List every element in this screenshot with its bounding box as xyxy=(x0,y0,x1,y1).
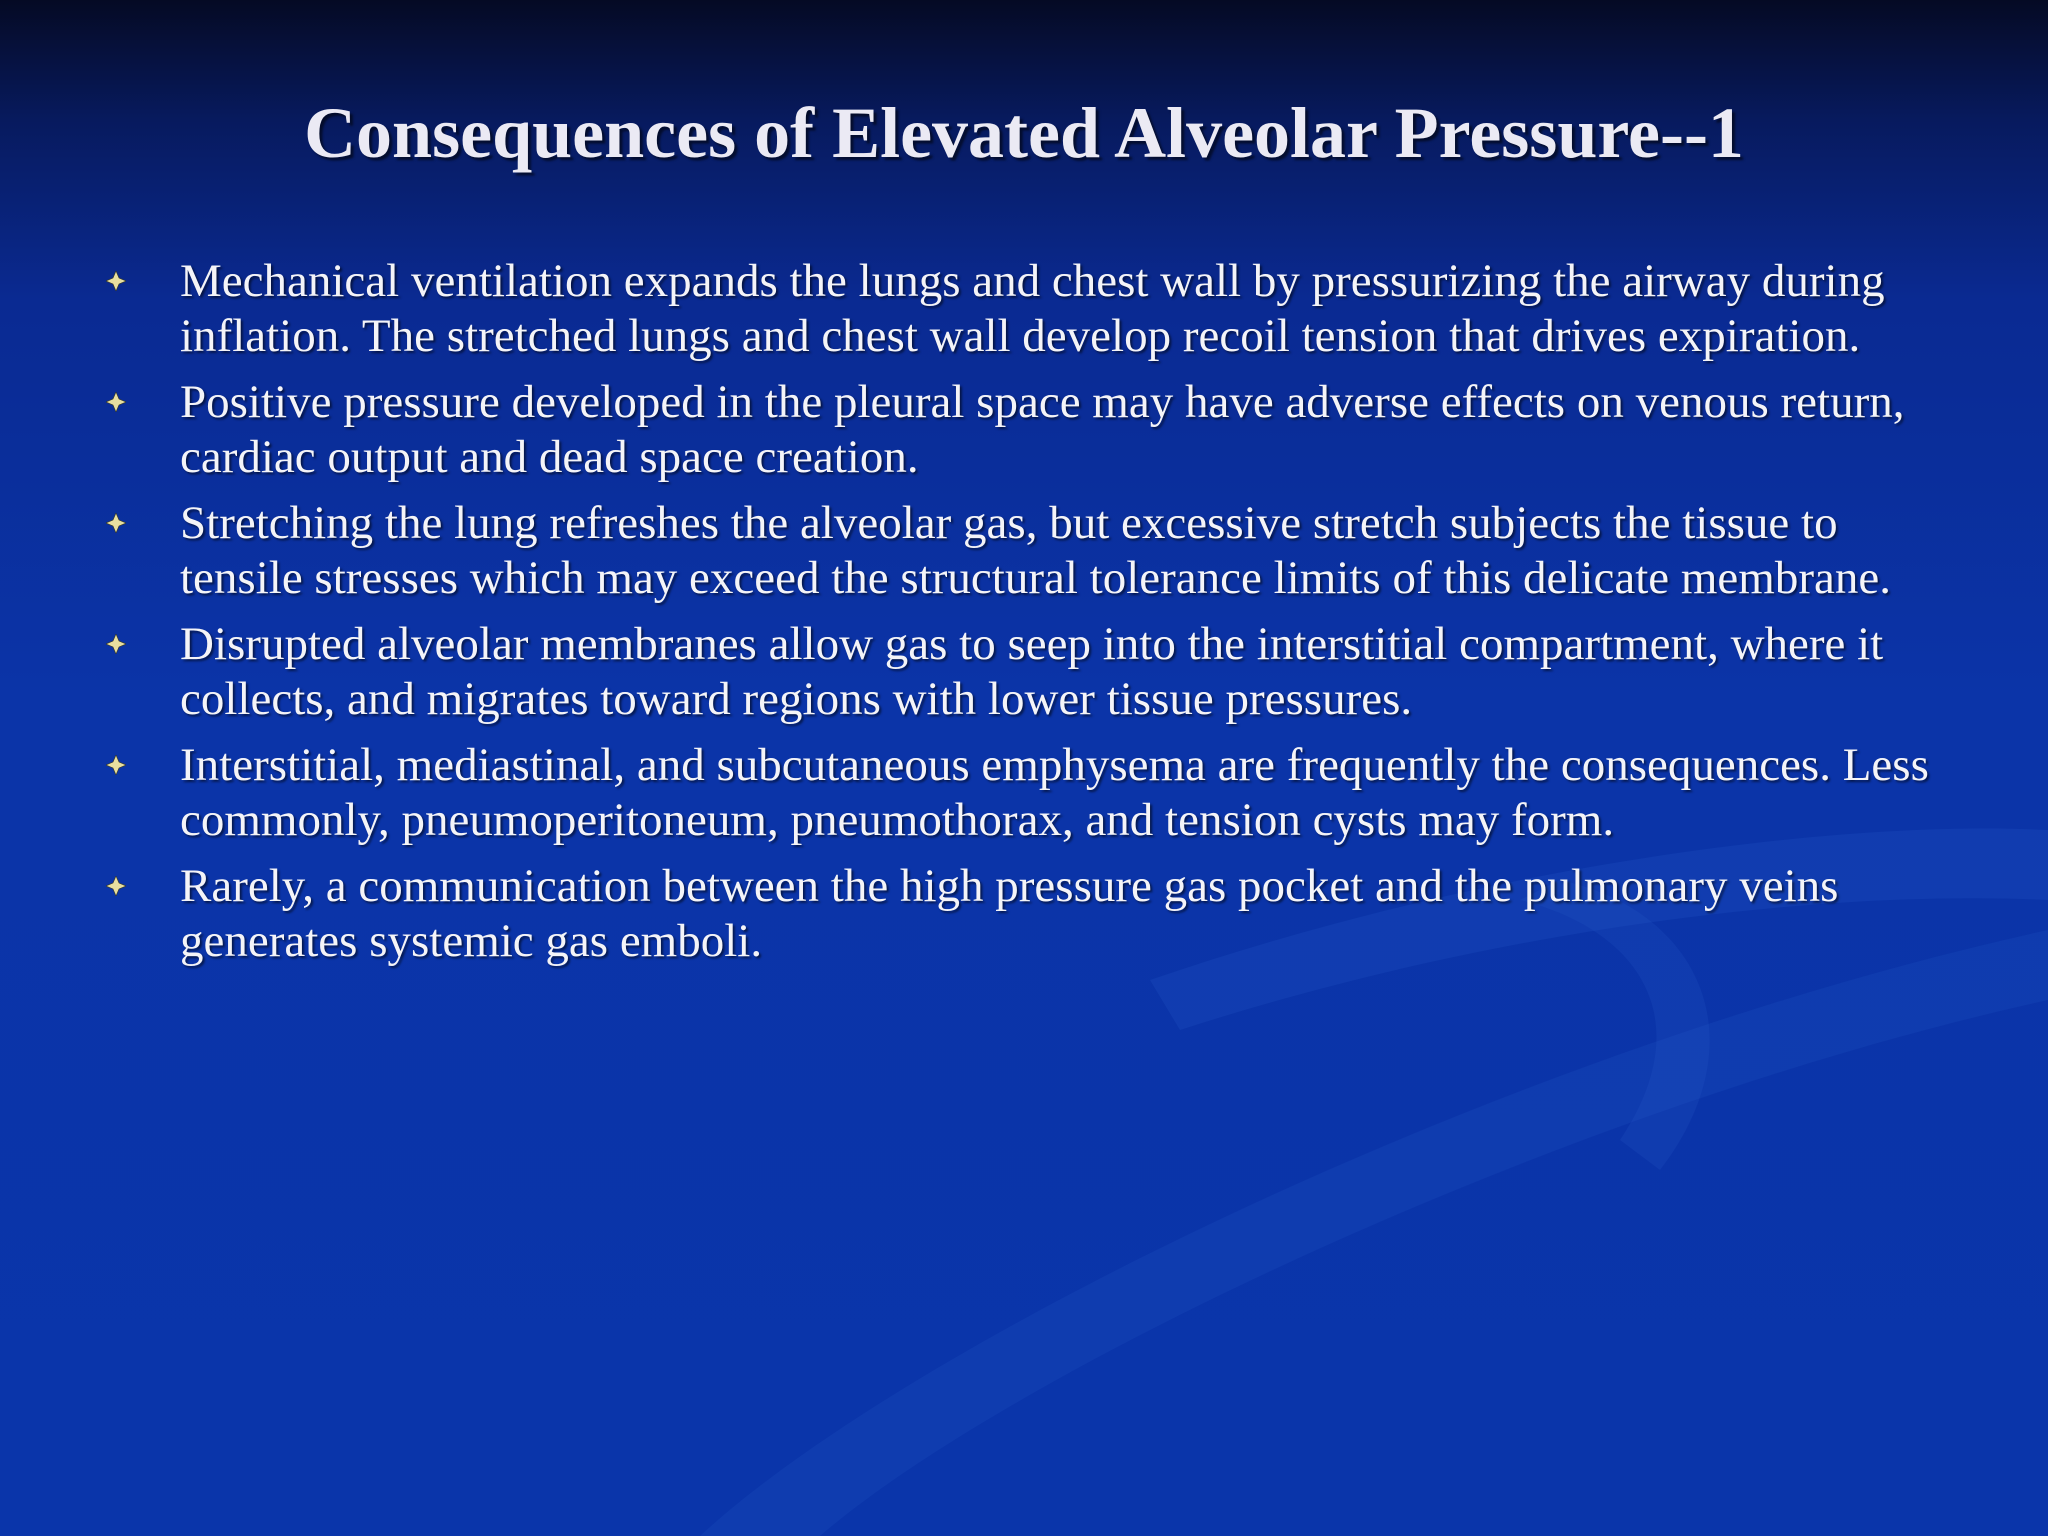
slide-title: Consequences of Elevated Alveolar Pressure--1 xyxy=(304,93,1744,173)
bullet-text: Interstitial, mediastinal, and subcutaneous emphysema are frequently the consequences. Less commonly, pneumoperitoneum, pneumothorax, and tension cysts may form. xyxy=(180,739,1929,846)
four-point-star-bullet-icon xyxy=(106,755,126,775)
bullet-text: Mechanical ventilation expands the lungs and chest wall by pressurizing the airway during inflation. The stretched lungs and chest wall develop recoil tension that drives expiration. xyxy=(180,255,1885,362)
bullet-item xyxy=(180,738,1940,847)
bullet-text: Stretching the lung refreshes the alveolar gas, but excessive stretch subjects the tissue to tensile stresses which may exceed the structural tolerance limits of this delicate membrane. xyxy=(180,497,1891,604)
bullet-item xyxy=(180,617,1940,726)
bullet-list xyxy=(180,254,1940,980)
bullet-item xyxy=(180,254,1940,363)
bullet-text: Positive pressure developed in the pleural space may have adverse effects on venous return, cardiac output and dead space creation. xyxy=(180,376,1905,483)
bullet-item xyxy=(180,859,1940,968)
four-point-star-bullet-icon xyxy=(106,271,126,291)
bullet-text: Disrupted alveolar membranes allow gas to seep into the interstitial compartment, where it collects, and migrates toward regions with lower tissue pressures. xyxy=(180,618,1884,725)
bullet-item xyxy=(180,375,1940,484)
four-point-star-bullet-icon xyxy=(106,392,126,412)
bullet-item xyxy=(180,496,1940,605)
four-point-star-bullet-icon xyxy=(106,876,126,896)
four-point-star-bullet-icon xyxy=(106,513,126,533)
bullet-text: Rarely, a communication between the high pressure gas pocket and the pulmonary veins generates systemic gas emboli. xyxy=(180,860,1839,967)
four-point-star-bullet-icon xyxy=(106,634,126,654)
